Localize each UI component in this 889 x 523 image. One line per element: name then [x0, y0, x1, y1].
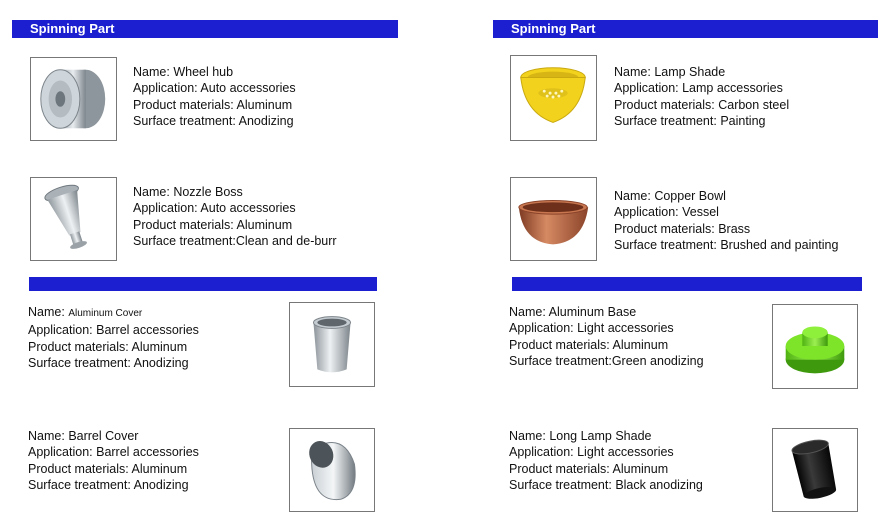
product-name: Aluminum Base [548, 305, 637, 319]
product-name: Copper Bowl [654, 189, 726, 203]
product-application: Light accessories [577, 445, 674, 460]
product-surface: Anodizing [133, 355, 189, 370]
product-name: Long Lamp Shade [549, 429, 652, 443]
product-info-wheel-hub: Name: Wheel hub Application: Auto accessories Product materials: Aluminum Surface treatment: Anodizing [133, 65, 296, 128]
product-application: Barrel accessories [96, 445, 199, 460]
product-application: Barrel accessories [96, 323, 199, 338]
product-info-copper-bowl: Name: Copper Bowl Application: Vessel Product materials: Brass Surface treatment: Brushed and painting [614, 189, 839, 252]
product-application: Light accessories [577, 321, 674, 336]
product-application: Lamp accessories [682, 81, 783, 96]
product-info-lamp-shade: Name: Lamp Shade Application: Lamp accessories Product materials: Carbon steel Surface treatment: Painting [614, 65, 790, 128]
product-info-aluminum-base: Name: Aluminum Base Application: Light accessories Product materials: Aluminum Surface treatment:Green anodizing [509, 305, 704, 368]
aluminum-base-image [772, 304, 858, 389]
product-info-aluminum-cover: Name: Aluminum Cover Application: Barrel accessories Product materials: Aluminum Surface treatment: Anodizing [28, 305, 199, 370]
product-name: Barrel Cover [68, 429, 139, 443]
section-header-left [12, 20, 398, 38]
product-surface: Black anodizing [615, 477, 703, 492]
product-surface: Anodizing [133, 477, 189, 492]
product-materials: Aluminum [131, 461, 188, 476]
wheel-hub-image [30, 57, 117, 141]
product-materials: Aluminum [131, 339, 188, 354]
product-surface: Painting [720, 113, 766, 128]
product-info-barrel-cover: Name: Barrel Cover Application: Barrel accessories Product materials: Aluminum Surface treatment: Anodizing [28, 429, 199, 492]
product-materials: Aluminum [612, 461, 669, 476]
product-materials: Aluminum [236, 97, 293, 112]
nozzle-boss-image [30, 177, 117, 261]
product-surface: Anodizing [238, 113, 294, 128]
section-header-right [493, 20, 878, 38]
product-name: Aluminum Cover [68, 308, 143, 319]
product-materials: Carbon steel [718, 97, 790, 112]
product-materials: Aluminum [236, 217, 293, 232]
lamp-shade-image [510, 55, 597, 141]
aluminum-cover-image [289, 302, 375, 387]
product-application: Auto accessories [200, 81, 296, 96]
product-application: Vessel [682, 205, 719, 220]
long-lamp-shade-image [772, 428, 858, 512]
product-info-nozzle-boss: Name: Nozzle Boss Application: Auto accessories Product materials: Aluminum Surface treatment:Clean and de-burr [133, 185, 337, 248]
section-divider-left [29, 277, 377, 291]
product-name: Nozzle Boss [173, 185, 243, 199]
barrel-cover-image [289, 428, 375, 512]
product-application: Auto accessories [200, 201, 296, 216]
product-name: Lamp Shade [654, 65, 726, 79]
section-title-right: Spinning Part [511, 21, 596, 36]
product-materials: Brass [718, 221, 751, 236]
product-surface: Green anodizing [611, 353, 704, 368]
section-divider-right [512, 277, 862, 291]
copper-bowl-image [510, 177, 597, 261]
product-materials: Aluminum [612, 337, 669, 352]
section-title-left: Spinning Part [30, 21, 115, 36]
product-surface: Clean and de-burr [235, 233, 337, 248]
product-surface: Brushed and painting [720, 237, 839, 252]
product-info-long-lamp-shade: Name: Long Lamp Shade Application: Light accessories Product materials: Aluminum Surface treatment: Black anodizing [509, 429, 703, 492]
product-name: Wheel hub [173, 65, 234, 79]
